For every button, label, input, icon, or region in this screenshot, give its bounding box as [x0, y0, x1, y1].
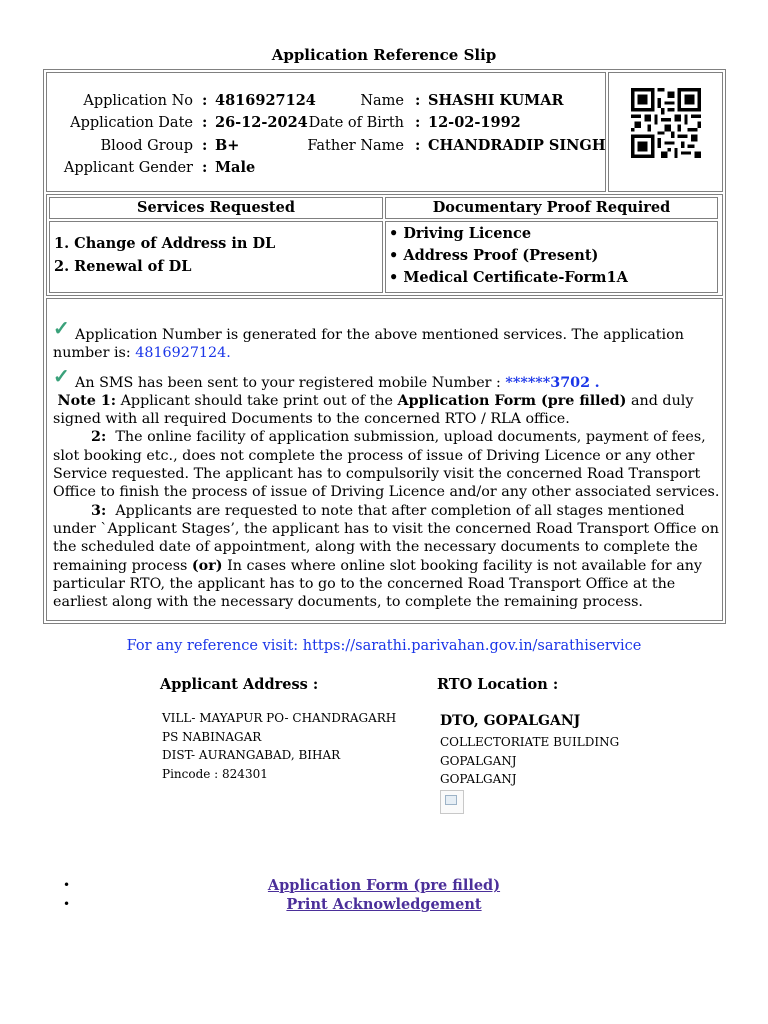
check-mark-icon: ✓: [53, 363, 70, 388]
applicant-address: [162, 709, 396, 783]
address-line: VILL- MAYAPUR PO- CHANDRAGARH: [162, 711, 397, 725]
address-line: PS NABINAGAR: [162, 729, 262, 744]
page-title: Application Reference Slip: [271, 46, 497, 64]
generated-text: Application Number is generated for the above mentioned services. The application number is:: [53, 327, 684, 362]
colon: :: [415, 114, 421, 131]
services-header: Services Requested: [49, 197, 383, 219]
dob-label: Date of Birth: [308, 115, 404, 131]
blood-group-value: B+: [215, 137, 240, 154]
sms-text: An SMS has been sent to your registered mobile Number :: [75, 374, 501, 391]
note1-text-end: and duly signed with all required Documents to the concerned RTO / RLA office.: [53, 392, 694, 428]
note1-label: Note 1:: [57, 392, 117, 409]
list-item: • Driving Licence: [389, 225, 532, 242]
name-label: Name: [360, 93, 404, 109]
bullet: •: [63, 897, 71, 911]
rto-address-line: COLLECTORIATE BUILDING: [440, 735, 620, 749]
note3-text: Applicants are requested to note that after completion of all stages mentioned under `Applicant Stages’, the applicant has to visit the concerned Road Transport Office on the scheduled date of appointment, along with the necessary documents to complete the remaining process: [53, 502, 719, 574]
application-date-value: 26-12-2024: [215, 114, 308, 131]
action-links: [0, 876, 768, 914]
colon: :: [202, 92, 208, 109]
note2-label: 2:: [91, 429, 107, 446]
application-no-value: 4816927124: [215, 92, 316, 109]
period: .: [226, 345, 231, 362]
bullet: •: [63, 878, 71, 892]
mobile-number-highlight: ******3702: [505, 374, 591, 391]
documents-list: [385, 221, 718, 293]
application-no-label: Application No: [83, 93, 193, 109]
note1-bold: Application Form (pre filled): [397, 392, 627, 409]
gender-value: Male: [215, 159, 256, 176]
father-name-label: Father Name: [307, 138, 404, 154]
note3-text-end: In cases where online slot booking facility is not available for any particular RTO, the applicant has to go to the concerned Road Transport Office at the earliest along with the necessary documents, to complete the remaining process.: [53, 557, 702, 611]
list-item: 1. Change of Address in DL: [54, 235, 276, 252]
note3-label: 3:: [91, 502, 107, 519]
colon: :: [202, 137, 208, 154]
rto-location: [440, 709, 619, 789]
qr-box: [608, 72, 723, 192]
father-name-value: CHANDRADIP SINGH: [428, 137, 606, 154]
name-value: SHASHI KUMAR: [428, 92, 564, 109]
blood-group-label: Blood Group: [100, 138, 193, 154]
colon: :: [415, 92, 421, 109]
note2-text: The online facility of application submission, upload documents, payment of fees, slot booking etc., does not complete the process of issue of Driving Licence or any other Service requested. The applicant has to compulsorily visit the concerned Road Transport Office to finish the process of issue of Driving Licence and/or any other associated services.: [53, 429, 720, 501]
check-mark-icon: ✓: [53, 316, 70, 340]
application-form-link[interactable]: Application Form (pre filled): [267, 877, 501, 894]
services-list: [49, 221, 383, 293]
list-item: [0, 895, 768, 914]
application-date-label: Application Date: [70, 115, 193, 131]
list-item: • Medical Certificate-Form1A: [389, 269, 628, 286]
list-item: 2. Renewal of DL: [54, 258, 192, 275]
gender-label: Applicant Gender: [63, 160, 193, 176]
application-number-highlight: 4816927124: [135, 345, 227, 362]
colon: :: [202, 159, 208, 176]
services-box: [46, 194, 723, 296]
list-item: [0, 876, 768, 895]
rto-address-line: GOPALGANJ: [440, 772, 517, 786]
print-acknowledgement-link[interactable]: Print Acknowledgement: [286, 896, 482, 913]
applicant-address-heading: Applicant Address :: [160, 676, 319, 693]
period: .: [594, 374, 600, 391]
list-item: • Address Proof (Present): [389, 247, 599, 264]
note1-text: Applicant should take print out of the: [120, 392, 393, 409]
colon: :: [415, 137, 421, 154]
address-line: Pincode : 824301: [162, 766, 268, 781]
broken-image-icon: [440, 790, 464, 814]
slip-container: [43, 69, 726, 624]
reference-link[interactable]: For any reference visit: https://sarathi.parivahan.gov.in/sarathiservice: [126, 638, 642, 654]
notes-box: [46, 298, 723, 621]
note3-or: (or): [191, 557, 223, 574]
rto-location-heading: RTO Location :: [437, 676, 559, 693]
rto-address-line: GOPALGANJ: [440, 753, 517, 768]
qr-code-icon: [631, 88, 701, 158]
documents-header: Documentary Proof Required: [385, 197, 718, 219]
applicant-info-box: [46, 72, 606, 192]
colon: :: [202, 114, 208, 131]
dob-value: 12-02-1992: [428, 114, 521, 131]
rto-name: DTO, GOPALGANJ: [440, 713, 581, 729]
address-line: DIST- AURANGABAD, BIHAR: [162, 748, 341, 762]
